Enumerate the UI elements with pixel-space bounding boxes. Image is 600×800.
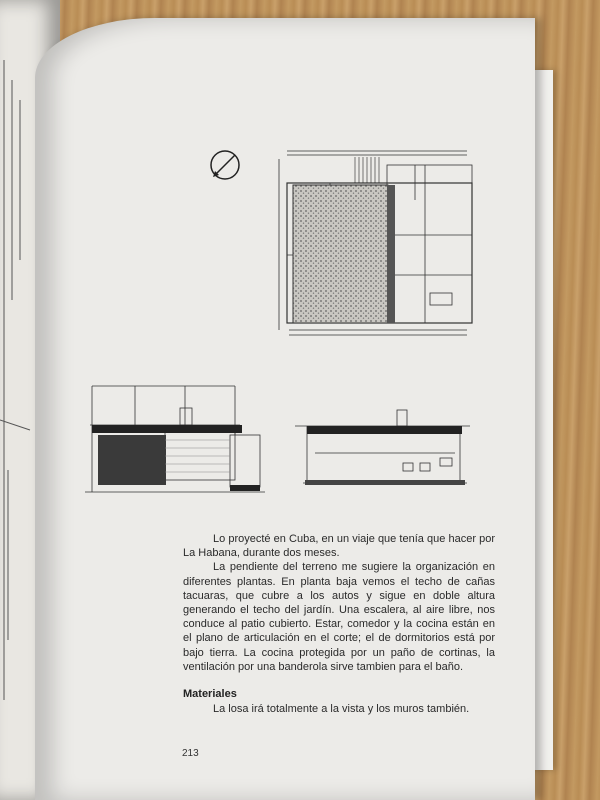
body-text — [183, 532, 495, 674]
page-number: 213 — [182, 748, 199, 759]
materials-heading: Materiales — [183, 688, 237, 700]
materials-text: La losa irá totalmente a la vista y los muros también. — [213, 703, 470, 715]
north-arrow-icon — [205, 145, 245, 185]
paragraph-2: La pendiente del terreno me sugiere la organización en diferentes plantas. En planta baja vemos el techo de cañas tacuaras, que cubre a los autos y sigue en doble altura generando el techo del jardín. Una escalera, al aire libre, nos conduce al patio cubierto. Estar, comedor y la cocina están en el plano de articulación en el corte; el de dormitorios está por bajo tierra. La cocina protegida por un paño de cortinas, la ventilación por una banderola sirve tambien para el baño. — [183, 561, 495, 673]
cross-section-drawing — [295, 408, 475, 493]
paragraph-1: Lo proyecté en Cuba, en un viaje que tenía que hacer por La Habana, durante dos meses. — [183, 533, 495, 560]
floor-plan-drawing — [275, 145, 475, 340]
elevation-drawing — [80, 380, 270, 495]
